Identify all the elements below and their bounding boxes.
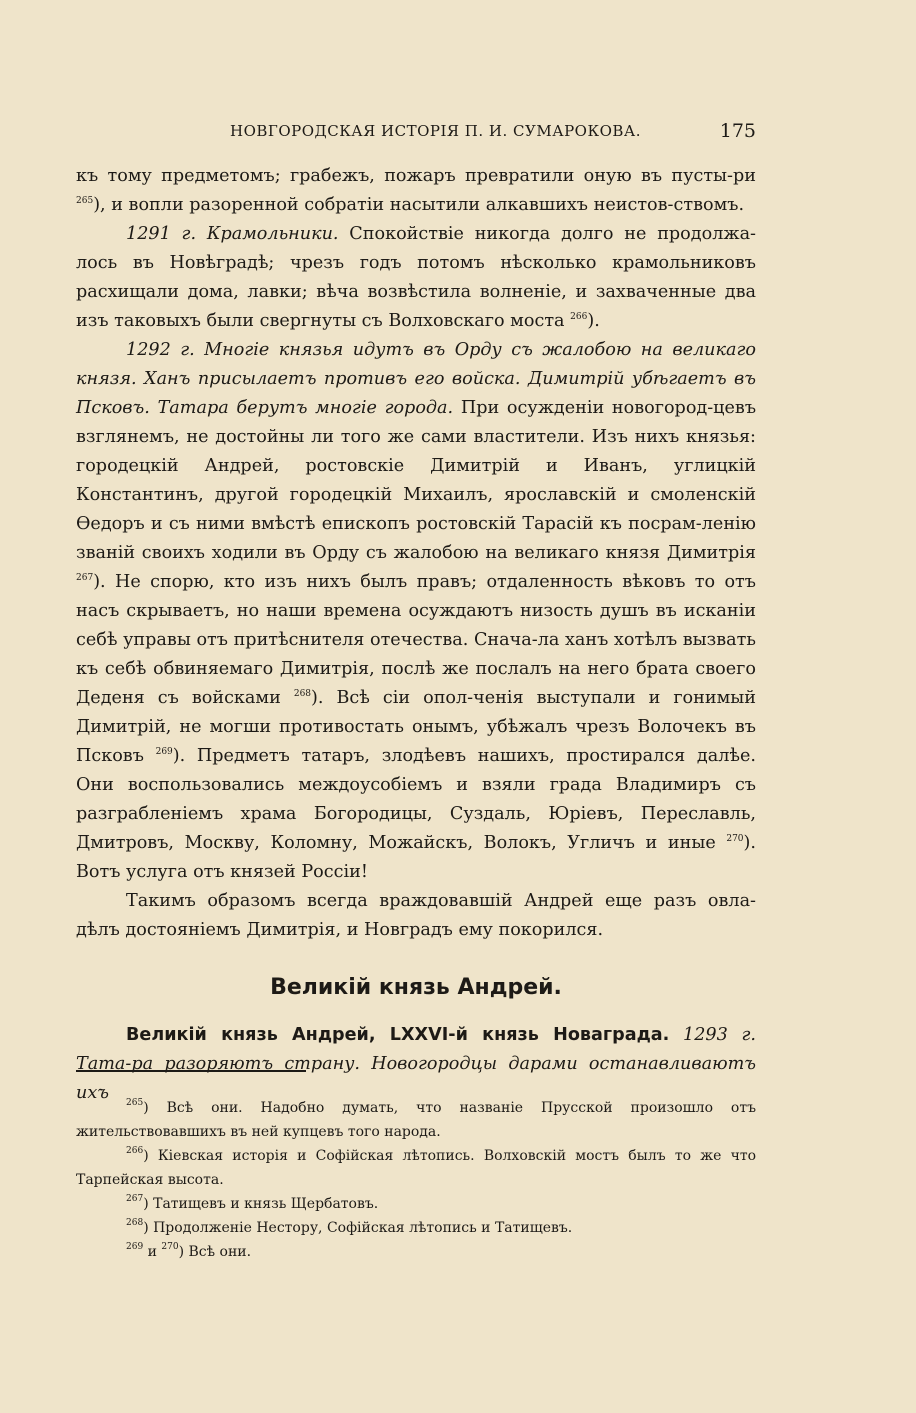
footnote-number: 265 [126, 1098, 144, 1108]
footnote-text: и [143, 1244, 162, 1260]
page-number: 175 [719, 120, 756, 142]
text: ). Всѣ сіи опол-ченія выступали и гонимый Димитрій, не могши противостать онымъ, убѣжалъ чрезъ Волочекъ въ Псковъ [76, 688, 757, 766]
text: Спокойствіе никогда долго не продолжа-лось въ Новѣградѣ; чрезъ годъ потомъ нѣсколько крамольниковъ расхищали дома, лавки; вѣча возвѣстила волненіе, и захваченные два изъ таковыхъ были свергнуты съ Волховскаго моста [76, 224, 756, 331]
paragraph-1 [76, 162, 756, 220]
paragraph-4: Такимъ образомъ всегда враждовавшій Андрей еще разъ овла-дѣлъ достояніемъ Димитрія, и Новградъ ему покорился. [76, 891, 756, 940]
footnote-text: ) Продолженіе Нестору, Софійская лѣтопись и Татищевъ. [143, 1220, 573, 1236]
footnote [76, 1216, 756, 1240]
year-heading-1291: 1291 г. Крамольники. [126, 224, 339, 244]
year-heading-1293: 1293 г. Тата-ра разоряютъ страну. Новогородцы дарами останавливаютъ ихъ [76, 1025, 756, 1103]
text: ). Не спорю, кто изъ нихъ былъ правъ; отдаленность вѣковъ то отъ насъ скрываетъ, но наши времена осуждаютъ низость душъ въ исканіи себѣ управы отъ притѣснителя отечества. Снача-ла ханъ хотѣлъ вызвать къ себѣ обвиняемаго Димитрія, послѣ же послалъ на него брата своего Деденя съ войсками [76, 572, 756, 708]
footnotes [76, 1096, 756, 1264]
text: ). Вотъ услуга отъ князей Россіи! [76, 833, 756, 882]
footnote-separator [76, 1070, 306, 1072]
footnote-ref: 267 [76, 573, 94, 583]
footnote-number: 269 [126, 1242, 144, 1252]
footnote-number: 270 [161, 1242, 179, 1252]
run-in-heading: Великій князь Андрей, LXXVI-й князь Новаграда. [126, 1025, 670, 1045]
running-head: НОВГОРОДСКАЯ ИСТОРІЯ П. И. СУМАРОКОВА. [230, 122, 642, 140]
footnote [76, 1096, 756, 1144]
footnote-ref: 266 [570, 312, 588, 322]
footnote [76, 1240, 756, 1264]
footnote-text: ) Всѣ они. [178, 1244, 252, 1260]
text: ). [587, 311, 600, 331]
footnote [76, 1192, 756, 1216]
footnote-ref: 265 [76, 196, 94, 206]
paragraph-2 [76, 220, 756, 336]
text: ), и вопли разоренной собратіи насытили алкавшихъ неистов-ствомъ. [93, 195, 745, 215]
footnote-number: 267 [126, 1194, 144, 1204]
footnote-ref: 269 [155, 747, 173, 757]
footnote-text: ) Кіевская исторія и Софійская лѣтопись. Волховскій мостъ былъ то же что Тарпейская высота. [76, 1148, 756, 1188]
text: къ тому предметомъ; грабежъ, пожаръ превратили оную въ пусты-ри [76, 166, 756, 186]
footnote-ref: 268 [293, 689, 312, 699]
section-heading: Великій князь Андрей. [270, 975, 562, 1000]
footnote [76, 1144, 756, 1192]
footnote-number: 266 [126, 1146, 144, 1156]
footnote-number: 268 [126, 1218, 144, 1228]
year-heading-1292: 1292 г. Многіе князья идутъ въ Орду съ жалобою на великаго князя. Ханъ присылаетъ противъ его войска. Димитрій убѣгаетъ въ Псковъ. Татара берутъ многіе города. [76, 340, 756, 418]
page-header [76, 120, 756, 142]
text: ). Предметъ татаръ, злодѣевъ нашихъ, простирался далѣе. Они воспользовались междоусобіемъ и взяли града Владимиръ съ разграбленіемъ храма Богородицы, Суздаль, Юріевъ, Переславль, Дмитровъ, Москву, Коломну, Можайскъ, Волокъ, Угличъ и иные [76, 746, 757, 853]
text: При осужденіи новогород-цевъ взглянемъ, не достойны ли того же сами властители. Изъ нихъ князья: городецкій Андрей, ростовскіе Димитрій и Иванъ, углицкій Константинъ, другой городецкій Михаилъ, ярославскій и смоленскій Ѳедоръ и съ ними вмѣстѣ епископъ ростовскій Тарасій къ посрам-ленію званій своихъ ходили въ Орду съ жалобою на великаго князя Димитрія [76, 398, 757, 563]
footnote-text: ) Всѣ они. Надобно думать, что названіе Прусской произошло отъ жительствовавшихъ въ ней купцевъ того народа. [76, 1100, 756, 1140]
footnote-ref: 270 [726, 834, 744, 844]
paragraph-3 [76, 336, 756, 887]
main-text [76, 162, 756, 1108]
footnote-text: ) Татищевъ и князь Щербатовъ. [143, 1196, 379, 1212]
paragraph-5 [76, 1021, 756, 1108]
